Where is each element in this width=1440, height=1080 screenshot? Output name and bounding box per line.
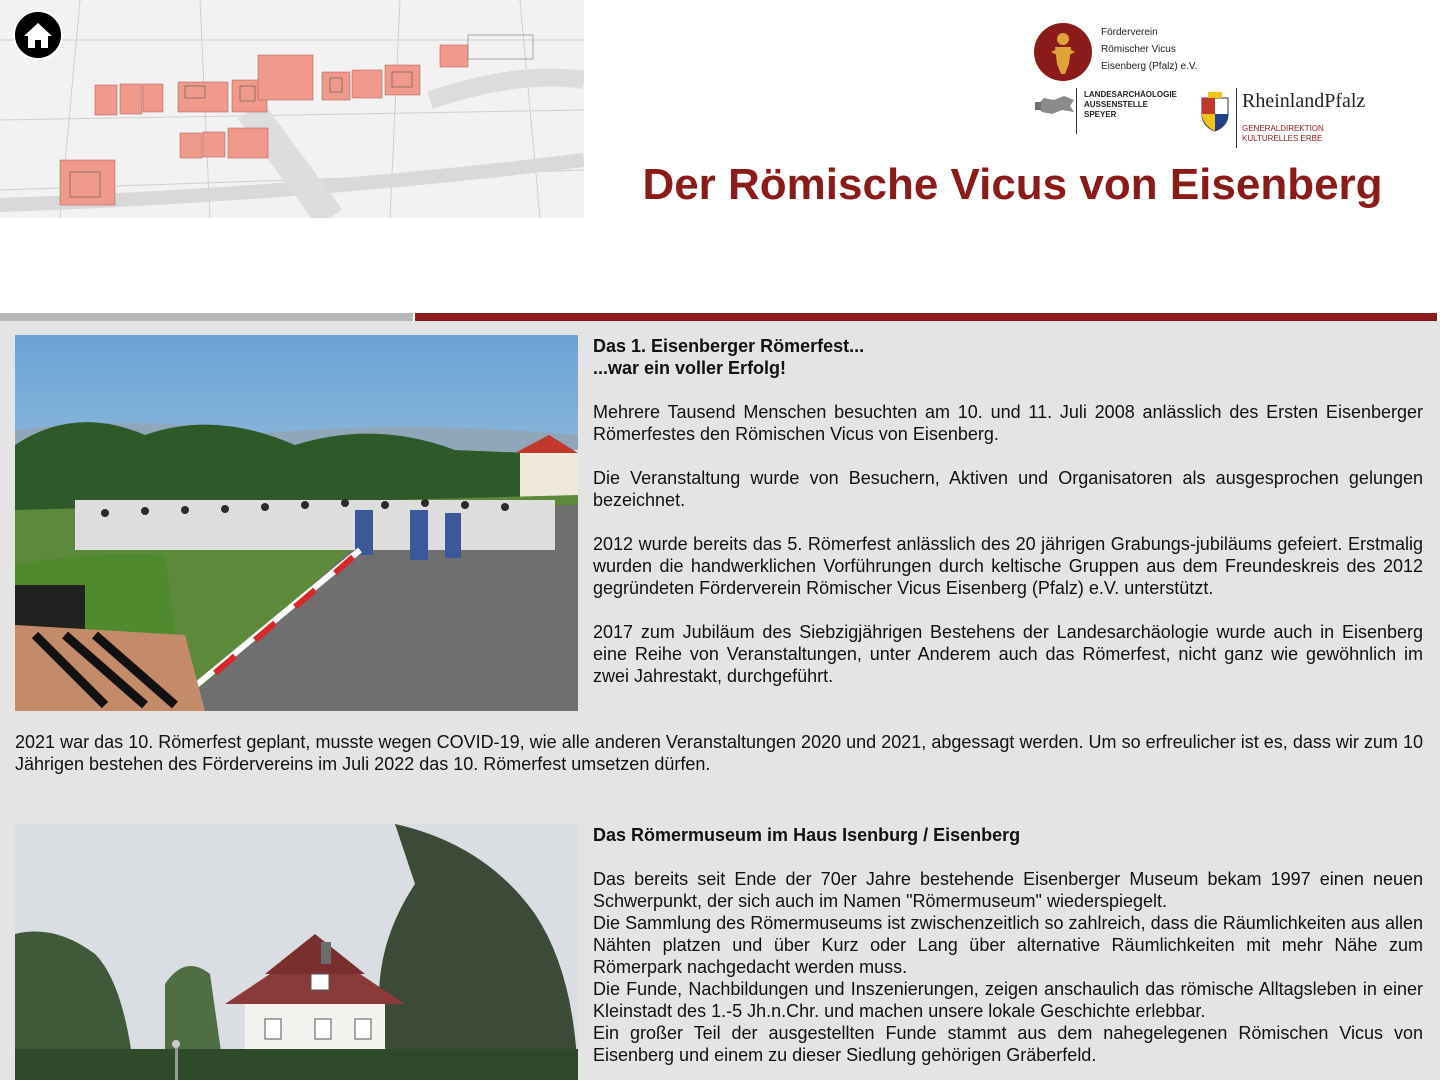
verein-line-1: Förderverein xyxy=(1101,27,1158,38)
map-illustration xyxy=(0,0,584,218)
la-line-2: AUSSENSTELLE xyxy=(1084,100,1149,109)
divider-grey xyxy=(0,313,413,321)
roemerfest-paragraph-4: 2017 zum Jubiläum des Siebzigjährigen Bestehens der Landesarchäologie wurde auch in Eisenberg eine Reihe von Veranstaltungen, unter Anderem auch das Römerfest, nicht ganz wie gewöhnlich im zwei Jahrestakt, durchgeführt. xyxy=(593,622,1423,686)
main-content xyxy=(0,321,1440,1080)
roemerfest-heading xyxy=(593,335,1423,379)
museum-image xyxy=(15,824,578,1080)
roemerfest-image xyxy=(15,335,578,711)
verein-line-3: Eisenberg (Pfalz) e.V. xyxy=(1101,61,1198,72)
museum-paragraph-1: Das bereits seit Ende der 70er Jahre bestehende Eisenberger Museum bekam 1997 einen neuen Schwerpunkt, der sich auch im Namen "Römermuseum" wiederspiegelt. xyxy=(593,869,1423,911)
roemerfest-paragraph-3: 2012 wurde bereits das 5. Römerfest anlässlich des 20 jährigen Grabungs-jubiläums gefeiert. Erstmalig wurden die handwerklichen Vorführungen durch keltische Gruppen aus dem Freundeskreis des 2012 gegründeten Förderverein Römischer Vicus Eisenberg (Pfalz) e.V. unterstützt. xyxy=(593,534,1423,598)
sponsor-logos xyxy=(1030,20,1370,152)
dragon-logo-icon xyxy=(1034,92,1076,118)
gdke-line-2: KULTURELLES ERBE xyxy=(1242,134,1323,143)
home-icon xyxy=(23,21,53,49)
divider-red xyxy=(415,313,1437,321)
museum-paragraph-2: Die Sammlung des Römermuseums ist zwischenzeitlich so zahlreich, dass die Räumlichkeiten aus allen Nähten platzen und über Kurz oder Lang über alternative Räumlichkeiten mit mehr Nähe zum Römerpark nachgedacht werden muss. xyxy=(593,913,1423,977)
roemerfest-heading-1: Das 1. Eisenberger Römerfest... xyxy=(593,336,865,356)
roemerfest-photo xyxy=(15,335,578,711)
coat-of-arms-icon xyxy=(1200,92,1230,132)
roemerfest-paragraph-2: Die Veranstaltung wurde von Besuchern, Aktiven und Organisatoren als ausgesprochen gelungen bezeichnet. xyxy=(593,468,1423,510)
la-line-3: SPEYER xyxy=(1084,110,1117,119)
verein-logo-text xyxy=(1101,24,1197,75)
rlp-logo-text: RheinlandPfalz xyxy=(1242,90,1366,112)
gdke-line-1: GENERALDIREKTION xyxy=(1242,124,1324,133)
gdke-logo-text xyxy=(1242,124,1324,144)
roemerfest-paragraph-5: 2021 war das 10. Römerfest geplant, musste wegen COVID-19, wie alle anderen Veranstaltungen 2020 und 2021, abgessagt werden. Um so erfreulicher ist es, dass wir zum 10 Jährigen bestehen des Fördervereins im Juli 2022 das 10. Römerfest umsetzen dürfen. xyxy=(15,732,1423,774)
site-map-banner xyxy=(0,0,584,218)
la-line-1: LANDESARCHÄOLOGIE xyxy=(1084,90,1177,99)
verein-logo-icon xyxy=(1033,22,1093,82)
museum-text xyxy=(593,824,1423,1066)
roemerfest-text xyxy=(593,335,1423,709)
page-header xyxy=(0,0,1440,313)
verein-line-2: Römischer Vicus xyxy=(1101,44,1176,55)
logo-separator xyxy=(1076,88,1077,134)
museum-photo xyxy=(15,824,578,1080)
roemerfest-heading-2: ...war ein voller Erfolg! xyxy=(593,358,787,378)
museum-heading: Das Römermuseum im Haus Isenburg / Eisenberg xyxy=(593,825,1021,845)
home-button[interactable] xyxy=(13,10,63,60)
landesarchaeologie-text xyxy=(1084,90,1177,120)
museum-paragraph-4: Ein großer Teil der ausgestellten Funde stammt aus dem nahegelegenen Römischen Vicus von Eisenberg und einem zu dieser Siedlung gehörigen Gräberfeld. xyxy=(593,1023,1423,1065)
museum-paragraph-3: Die Funde, Nachbildungen und Inszenierungen, zeigen anschaulich das römische Alltagsleben in einer Kleinstadt des 1.-5 Jh.n.Chr. und machen unsere lokale Geschichte erlebbar. xyxy=(593,979,1423,1021)
page-title: Der Römische Vicus von Eisenberg xyxy=(642,160,1383,209)
logo-separator-2 xyxy=(1236,88,1237,148)
roemerfest-paragraph-1: Mehrere Tausend Menschen besuchten am 10. und 11. Juli 2008 anlässlich des Ersten Eisenberger Römerfestes den Römischen Vicus von Eisenberg. xyxy=(593,402,1423,444)
